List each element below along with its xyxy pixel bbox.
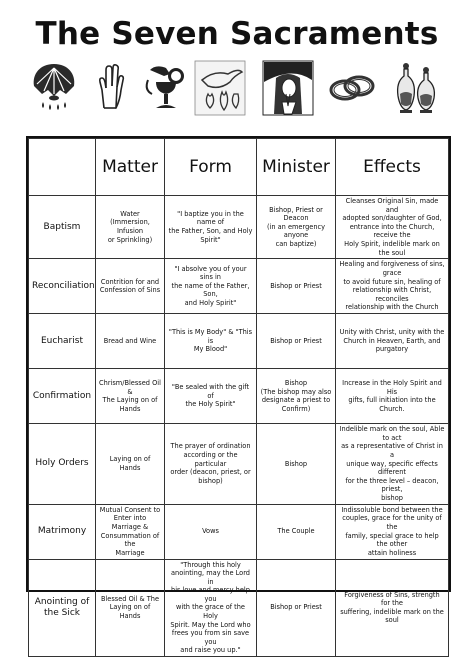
minister-cell: Bishop or Priest [257,559,336,657]
table-row [29,314,449,369]
praying-figure-icon [262,60,314,116]
matter-cell: Laying on of Hands [96,424,165,504]
header-matter: Matter [96,139,165,196]
table-row [29,369,449,424]
table-row [29,504,449,559]
header-form: Form [165,139,257,196]
table-body [29,196,449,657]
matter-cell: Water (Immersion, Infusion or Sprinkling) [96,196,165,259]
form-cell: "I baptize you in the name of the Father, Son, and Holy Spirit" [165,196,257,259]
sacraments-table [26,136,451,655]
dove-flame-icon [194,60,246,116]
matter-cell: Contrition for and Confession of Sins [96,259,165,314]
oil-cruets-icon [390,60,442,116]
sacrament-name: Eucharist [29,314,96,369]
matter-cell: Bread and Wine [96,314,165,369]
form-cell: "This is My Body" & "This is My Blood" [165,314,257,369]
header-minister: Minister [257,139,336,196]
minister-cell: The Couple [257,504,336,559]
form-cell: The prayer of ordination according or the particular order (deacon, priest, or bishop) [165,424,257,504]
matter-cell: Blessed Oil & The Laying on of Hands [96,559,165,657]
form-cell: "I absolve you of your sins in the name of the Father, Son, and Holy Spirit" [165,259,257,314]
header-effects: Effects [336,139,449,196]
form-cell: "Be sealed with the gift of the Holy Spirit" [165,369,257,424]
minister-cell: Bishop or Priest [257,259,336,314]
table-row [29,196,449,259]
page-title: The Seven Sacraments [35,16,439,52]
header-blank [29,139,96,196]
effects-cell: Cleanses Original Sin, made and adopted son/daughter of God, entrance into the Church, receive the Holy Spirit, indelible mark on the soul [336,196,449,259]
sacrament-name: Reconciliation [29,259,96,314]
wedding-rings-icon [326,60,378,116]
form-cell: Vows [165,504,257,559]
sacrament-name: Holy Orders [29,424,96,504]
blessing-hand-icon [86,60,138,116]
table-row [29,559,449,657]
effects-cell: Healing and forgiveness of sins, grace to avoid future sin, healing of relationship with Christ, reconciles relationship with the Church [336,259,449,314]
minister-cell: Bishop [257,424,336,504]
chalice-host-icon [140,60,192,116]
sacrament-icons-row [0,60,474,116]
effects-cell: Indissoluble bond between the couples, grace for the unity of the family, special grace to help the other attain holiness [336,504,449,559]
sacrament-name: Matrimony [29,504,96,559]
effects-cell: Increase in the Holy Spirit and His gifts, full initiation into the Church. [336,369,449,424]
effects-cell: Unity with Christ, unity with the Church in Heaven, Earth, and purgatory [336,314,449,369]
table-row [29,259,449,314]
sacrament-name: Confirmation [29,369,96,424]
table-header-row [29,139,449,196]
matter-cell: Mutual Consent to Enter into Marriage & Consummation of the Marriage [96,504,165,559]
minister-cell: Bishop (The bishop may also designate a priest to Confirm) [257,369,336,424]
sacrament-name: Anointing of the Sick [29,559,96,657]
sacrament-name: Baptism [29,196,96,259]
minister-cell: Bishop, Priest or Deacon (in an emergency anyone can baptize) [257,196,336,259]
effects-cell: Indelible mark on the soul, Able to act as a representative of Christ in a unique way, specific effects different for the three level – deacon, priest, bishop [336,424,449,504]
minister-cell: Bishop or Priest [257,314,336,369]
shell-water-icon [28,60,80,116]
form-cell: "Through this holy anointing, may the Lord in his love and mercy help you with the grace of the Holy Spirit. May the Lord who frees you from sin save you and raise you up." [165,559,257,657]
matter-cell: Chrism/Blessed Oil & The Laying on of Hands [96,369,165,424]
effects-cell: Forgiveness of Sins, strength for the suffering, indelible mark on the soul [336,559,449,657]
table-row [29,424,449,504]
